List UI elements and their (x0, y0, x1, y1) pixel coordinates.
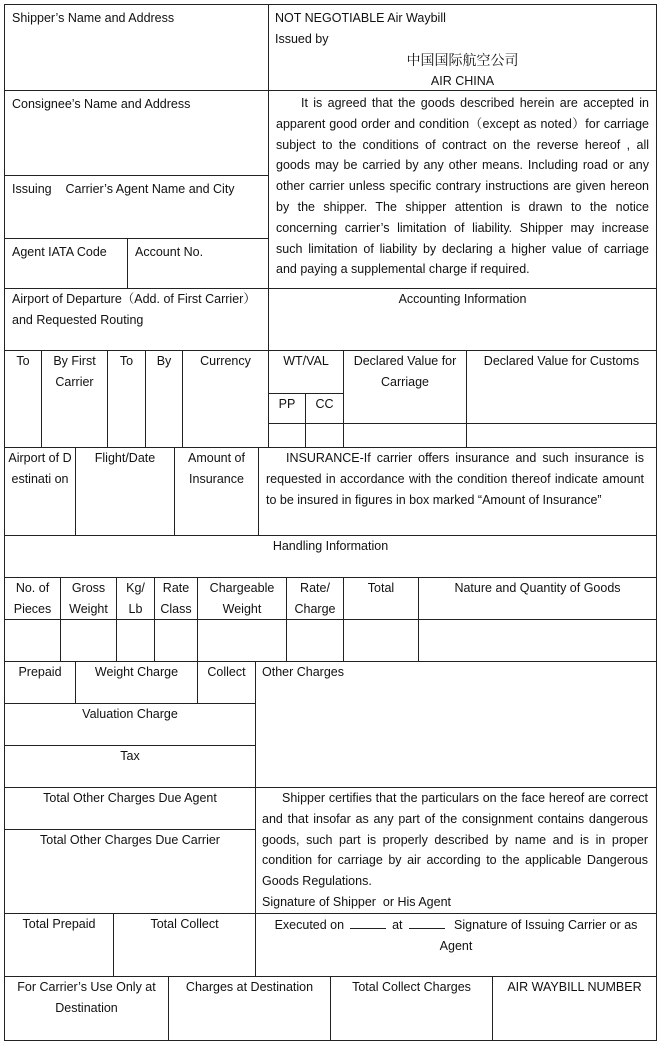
declared-customs-field[interactable] (466, 423, 657, 448)
departure-box[interactable] (4, 288, 269, 351)
pieces-field[interactable] (4, 619, 61, 662)
departure-label: Airport of Departure（Add. of First Carrier）and Requested Routing (12, 292, 256, 327)
total-collect-charges-label: Total Collect Charges (352, 980, 471, 994)
goods-header-cell (60, 577, 117, 620)
goods-header-cell (197, 577, 287, 620)
kg-lb-header: Kg/ Lb (126, 581, 145, 616)
executed-on-label: Executed on (274, 918, 345, 932)
collect-label: Collect (207, 665, 246, 679)
shipper-box[interactable] (4, 4, 269, 91)
weight-charge-box[interactable] (75, 661, 198, 704)
currency-box[interactable] (182, 350, 269, 448)
pp-header (268, 393, 306, 424)
kg-lb-field[interactable] (116, 619, 155, 662)
rate-charge-field[interactable] (286, 619, 344, 662)
declared-carriage-header (343, 350, 467, 424)
total-collect-label: Total Collect (150, 917, 219, 931)
carrier-use-label: For Carrier’s Use Only at Destination (17, 980, 156, 1015)
wt-val-label: WT/VAL (283, 354, 329, 368)
goods-header-cell (343, 577, 419, 620)
account-no-label: Account No. (135, 245, 204, 259)
rate-class-field[interactable] (154, 619, 198, 662)
agent-iata-label: Agent IATA Code (12, 245, 107, 259)
consignee-label: Consignee’s Name and Address (12, 97, 191, 111)
airport-destination-box[interactable] (4, 447, 76, 536)
total-field[interactable] (343, 619, 419, 662)
total-prepaid-label: Total Prepaid (22, 917, 96, 931)
nature-quantity-header: Nature and Quantity of Goods (454, 581, 621, 595)
charges-destination-label: Charges at Destination (185, 980, 314, 994)
accounting-label: Accounting Information (398, 292, 527, 306)
collect-box[interactable] (197, 661, 256, 704)
conditions-box (268, 90, 657, 289)
certification-box (255, 787, 657, 914)
to-2-box[interactable] (107, 350, 146, 448)
amount-insurance-box[interactable] (174, 447, 259, 536)
currency-label: Currency (200, 354, 251, 368)
cc-field[interactable] (305, 423, 344, 448)
insurance-box (258, 447, 657, 536)
by-label: By (156, 354, 172, 368)
handling-label: Handling Information (272, 539, 389, 553)
goods-header-cell (4, 577, 61, 620)
to-1-label: To (16, 354, 30, 368)
issuing-signature-label: Signature of Issuing Carrier or as Agent (439, 918, 638, 953)
issuing-agent-box[interactable] (4, 175, 269, 239)
goods-header-cell (154, 577, 198, 620)
awb-number-box[interactable] (492, 976, 657, 1041)
charges-destination-box[interactable] (168, 976, 331, 1041)
total-prepaid-box[interactable] (4, 913, 114, 977)
chargeable-weight-header: Chargeable Weight (209, 581, 275, 616)
amount-insurance-label: Amount of Insurance (188, 451, 245, 486)
accounting-box[interactable] (268, 288, 657, 351)
to-2-label: To (119, 354, 134, 368)
airport-destination-label: Airport of Destinati on (8, 451, 72, 486)
executed-on-field[interactable] (350, 914, 386, 929)
shipper-signature-label[interactable]: Signature of Shipper or His Agent (262, 895, 452, 909)
issuing-agent-label: Issuing Carrier’s Agent Name and City (12, 182, 235, 196)
by-first-carrier-label: By First Carrier (53, 354, 96, 389)
prepaid-label: Prepaid (18, 665, 62, 679)
to-1-box[interactable] (4, 350, 42, 448)
consignee-box[interactable] (4, 90, 269, 176)
declared-customs-label: Declared Value for Customs (483, 354, 640, 368)
at-label: at (392, 918, 403, 932)
goods-header-cell (418, 577, 657, 620)
valuation-charge-label: Valuation Charge (82, 707, 178, 721)
due-carrier-label: Total Other Charges Due Carrier (40, 833, 220, 847)
goods-header-cell (116, 577, 155, 620)
execution-box (255, 913, 657, 977)
due-carrier-box[interactable] (4, 829, 256, 914)
conditions-text: It is agreed that the goods described herein are accepted in apparent good order and condition（except as noted）for carriage subject to the conditions of contract on the reverse hereof , all goods may be carried by any other means. Including road or any other carrier unless specific contrary instructions are given hereon by the shipper. The shipper attention is drawn to the notice concerning carrier’s limitation of liability. Shipper may increase such limitation of liability by declaring a higher value of carriage and paying a supplemental charge if required. (276, 96, 649, 277)
pieces-header: No. of Pieces (13, 581, 52, 616)
due-agent-label: Total Other Charges Due Agent (43, 791, 217, 805)
shipper-label: Shipper’s Name and Address (12, 11, 175, 25)
agent-iata-box[interactable] (4, 238, 128, 289)
flight-date-box[interactable] (75, 447, 175, 536)
handling-box[interactable] (4, 535, 657, 578)
total-header: Total (367, 581, 395, 595)
issuer-box (268, 4, 657, 91)
chargeable-weight-field[interactable] (197, 619, 287, 662)
cc-header (305, 393, 344, 424)
declared-customs-header (466, 350, 657, 424)
tax-label: Tax (120, 749, 140, 763)
certification-text: Shipper certifies that the particulars on the face hereof are correct and that insofar as any part of the consignment contains dangerous goods, such part is properly described by name and is in proper condition for carriage by air according to the applicable Dangerous Goods Regulations. (262, 791, 648, 889)
by-box[interactable] (145, 350, 183, 448)
goods-header-cell (286, 577, 344, 620)
declared-carriage-label: Declared Value for Carriage (353, 354, 457, 389)
account-no-box[interactable] (127, 238, 269, 289)
carrier-use-box[interactable] (4, 976, 169, 1041)
issued-by-label: Issued by (275, 32, 329, 46)
carrier-name-chinese: 中国国际航空公司 (406, 52, 519, 68)
awb-number-label: AIR WAYBILL NUMBER (507, 980, 642, 994)
flight-date-label: Flight/Date (94, 451, 156, 465)
by-first-carrier-box[interactable] (41, 350, 108, 448)
prepaid-box[interactable] (4, 661, 76, 704)
weight-charge-label: Weight Charge (94, 665, 179, 679)
wt-val-header (268, 350, 344, 394)
total-collect-box[interactable] (113, 913, 256, 977)
due-agent-box[interactable] (4, 787, 256, 830)
insurance-text: INSURANCE-If carrier offers insurance and such insurance is requested in accordance with the condition thereof indicate amount to be insured in figures in box marked “Amount of Insurance” (266, 451, 644, 507)
other-charges-label: Other Charges (262, 665, 344, 679)
gross-weight-header: Gross Weight (69, 581, 108, 616)
not-negotiable-title: NOT NEGOTIABLE Air Waybill (275, 11, 446, 25)
carrier-name-english: AIR CHINA (430, 74, 495, 88)
total-collect-charges-box[interactable] (330, 976, 493, 1041)
declared-carriage-field[interactable] (343, 423, 467, 448)
pp-field[interactable] (268, 423, 306, 448)
valuation-charge-box[interactable] (4, 703, 256, 746)
cc-label: CC (315, 397, 334, 411)
tax-box[interactable] (4, 745, 256, 788)
gross-weight-field[interactable] (60, 619, 117, 662)
at-field[interactable] (409, 914, 445, 929)
rate-class-header: Rate Class (160, 581, 192, 616)
pp-label: PP (278, 397, 296, 411)
rate-charge-header: Rate/ Charge (294, 581, 336, 616)
nature-quantity-field[interactable] (418, 619, 657, 662)
other-charges-box[interactable] (255, 661, 657, 788)
